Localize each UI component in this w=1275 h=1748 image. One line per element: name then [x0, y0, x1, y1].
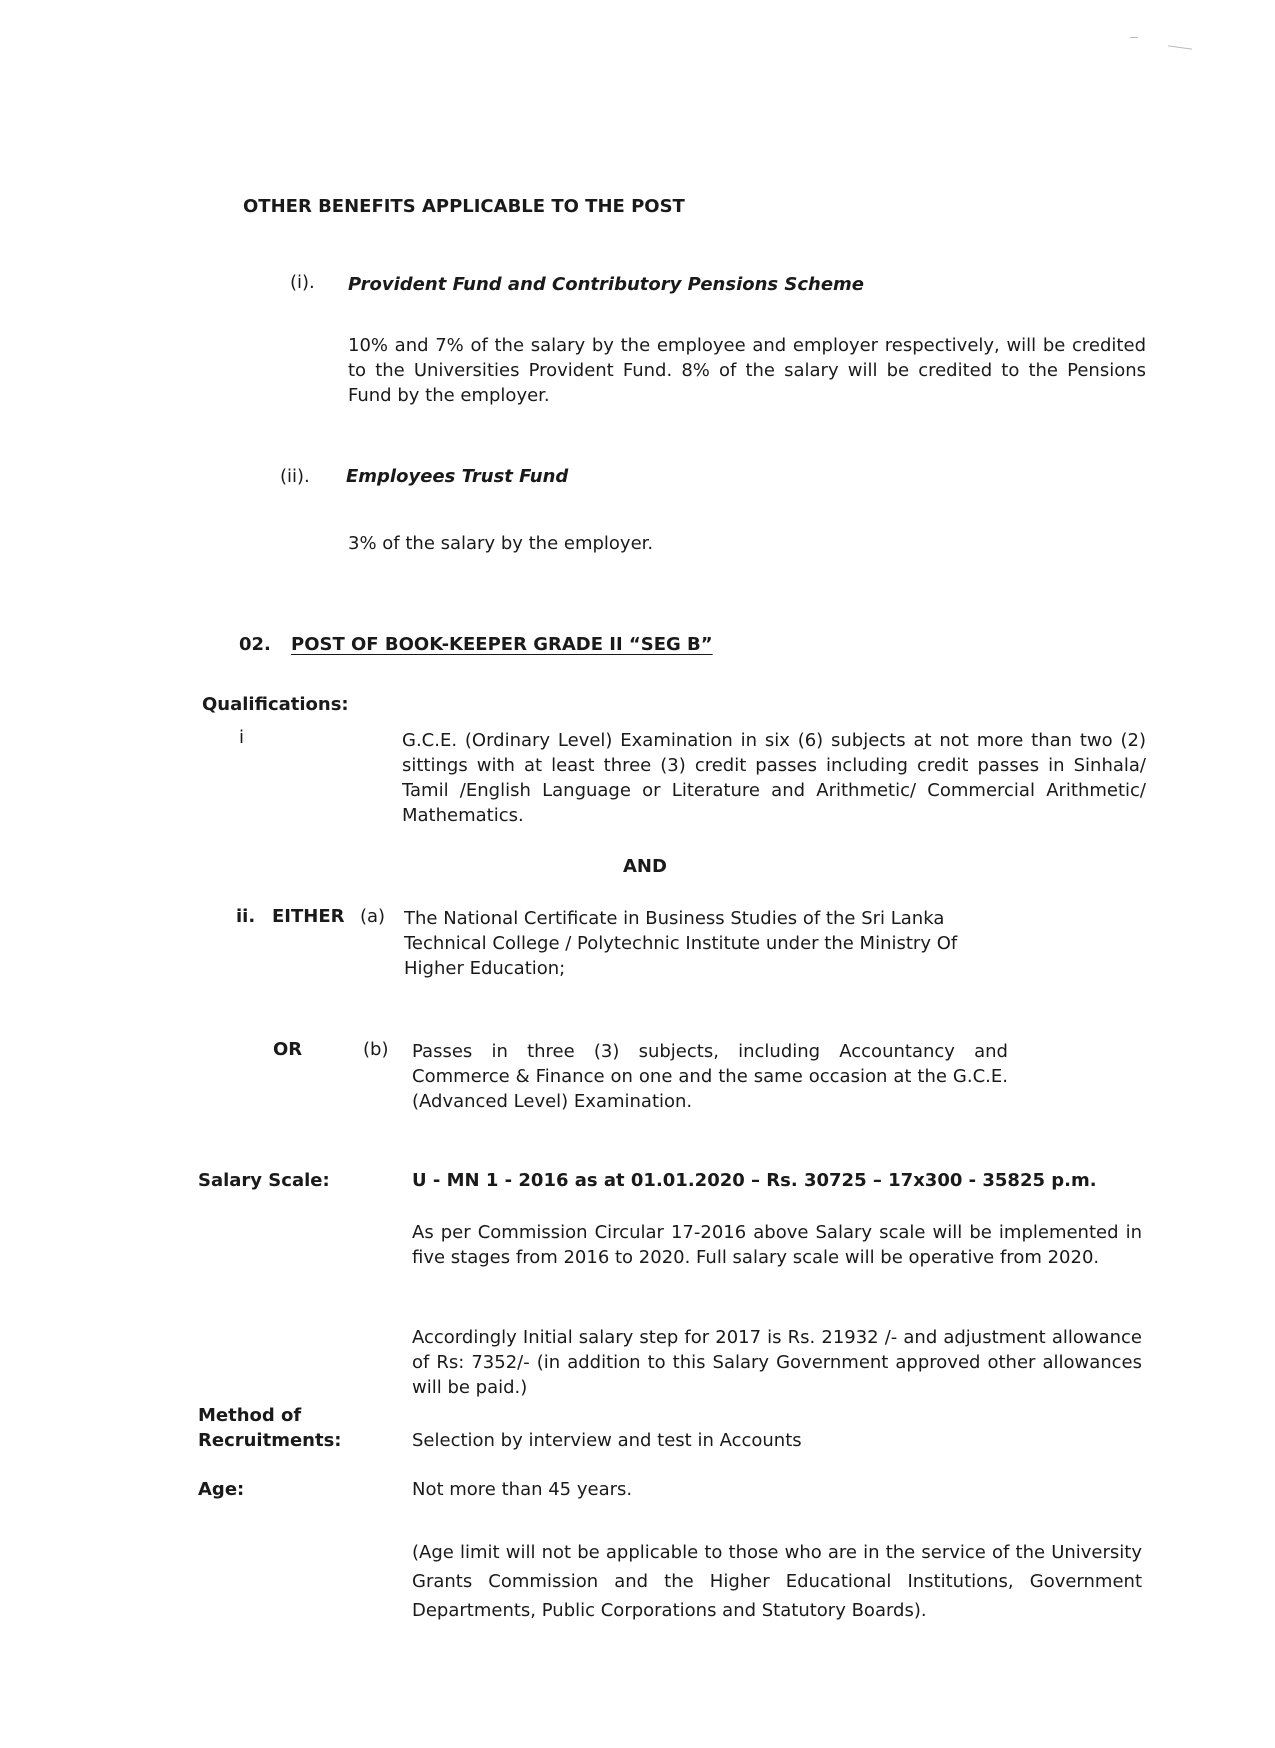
option-a-text: The National Certificate in Business Studies of the Sri Lanka Technical College / Polytechnic Institute under the Ministry Of Higher Education;: [404, 908, 958, 979]
option-b-text: Passes in three (3) subjects, including Accountancy and Commerce & Finance on one and the same occasion at the G.C.E. (Advanced Level) Examination.: [412, 1041, 1008, 1112]
option-a-label: (a): [360, 906, 386, 927]
recruitment-label: Recruitments:: [198, 1430, 342, 1451]
either-label: EITHER: [272, 906, 345, 927]
salary-label: Salary Scale:: [198, 1170, 330, 1191]
qualification-text: G.C.E. (Ordinary Level) Examination in six (6) subjects at not more than two (2) sittings with at least three (3) credit passes including credit passes in Sinhala/ Tamil /English Language or Literature and Arithmetic/ Commercial Arithmetic/ Mathematics.: [402, 730, 1146, 826]
scan-mark: [1130, 37, 1138, 38]
post-title: POST OF BOOK-KEEPER GRADE II “SEG B”: [291, 634, 713, 655]
recruitment-text: Selection by interview and test in Accounts: [412, 1430, 802, 1451]
scan-mark: [1168, 45, 1192, 49]
and-connector: AND: [623, 856, 667, 877]
qualifications-label: Qualifications:: [202, 694, 349, 715]
age-label: Age:: [198, 1479, 245, 1500]
qualification-number: ii.: [236, 906, 256, 927]
salary-note: As per Commission Circular 17-2016 above Salary scale will be implemented in five stages from 2016 to 2020. Full salary scale will be operative from 2020.: [412, 1222, 1142, 1268]
benefit-text: 10% and 7% of the salary by the employee and employer respectively, will be credited to the Universities Provident Fund. 8% of the salary will be credited to the Pensions Fund by the employer.: [348, 335, 1146, 406]
benefit-number: (i).: [290, 272, 315, 293]
option-b-label: (b): [363, 1039, 389, 1060]
benefits-heading: OTHER BENEFITS APPLICABLE TO THE POST: [243, 196, 685, 217]
qualification-number: i: [239, 727, 245, 748]
post-number: 02.: [239, 634, 271, 655]
recruitment-label: Method of: [198, 1405, 302, 1426]
age-note: (Age limit will not be applicable to those who are in the service of the University Grants Commission and the Higher Educational Institutions, Government Departments, Public Corporations and Statutory Boards).: [412, 1542, 1142, 1621]
salary-note: Accordingly Initial salary step for 2017 is Rs. 21932 /- and adjustment allowance of Rs: 7352/- (in addition to this Salary Government approved other allowances will be paid.): [412, 1327, 1142, 1398]
benefit-title: Provident Fund and Contributory Pensions Scheme: [348, 274, 865, 295]
benefit-number: (ii).: [280, 466, 310, 487]
or-label: OR: [273, 1039, 303, 1060]
benefit-text: 3% of the salary by the employer.: [348, 533, 654, 554]
salary-scale: U - MN 1 - 2016 as at 01.01.2020 – Rs. 30725 – 17x300 - 35825 p.m.: [412, 1170, 1097, 1191]
age-text: Not more than 45 years.: [412, 1479, 633, 1500]
benefit-title: Employees Trust Fund: [346, 466, 569, 487]
